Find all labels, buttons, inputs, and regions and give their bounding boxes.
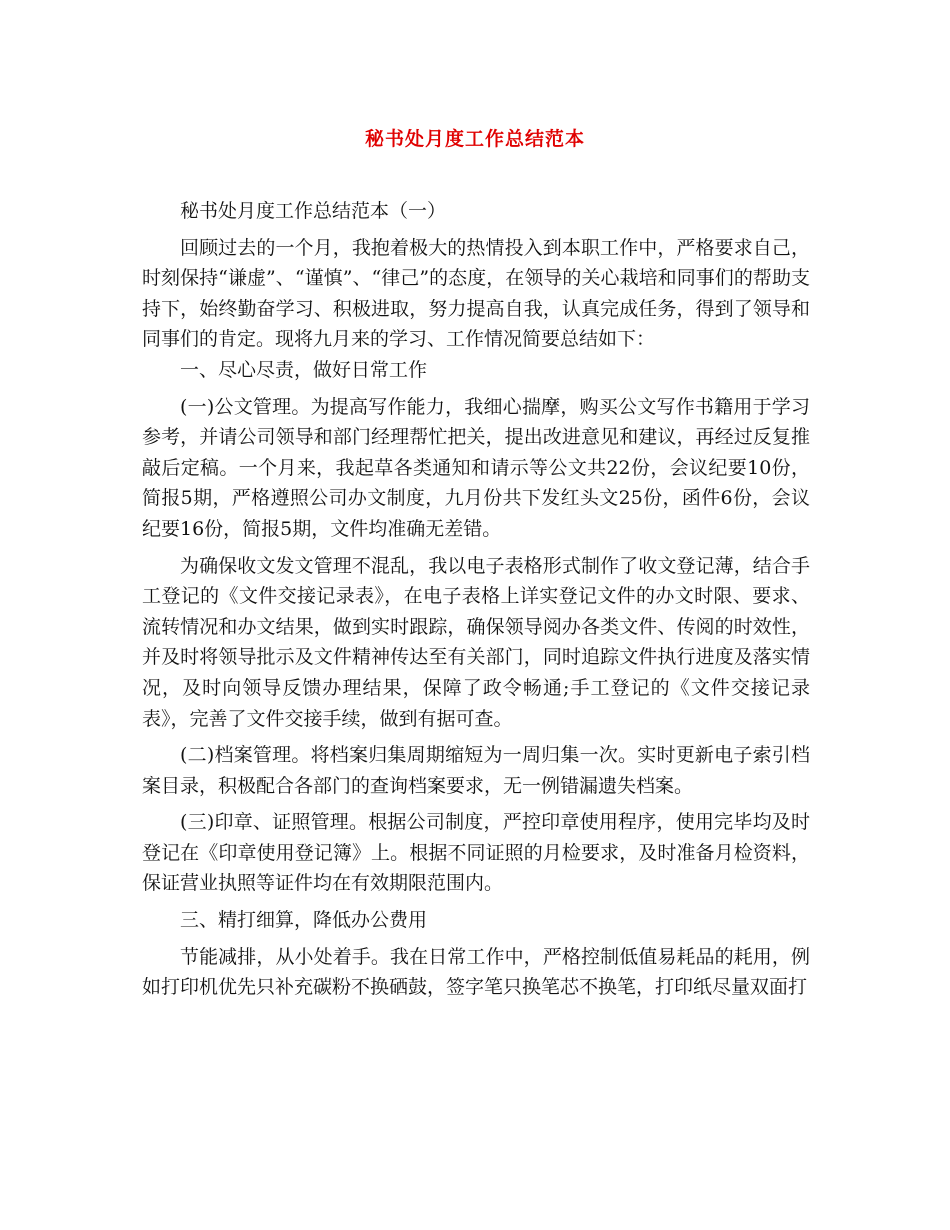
section-heading: 三、精打细算，降低办公费用	[180, 909, 428, 932]
section-heading: 一、尽心尽责，做好日常工作	[180, 358, 428, 381]
paragraph: (一)公文管理。为提高写作能力，我细心揣摩，购买公文写作书籍用于学习参考，并请公司领导和部门经理帮忙把关，提出改进意见和建议，再经过反复推敲后定稿。一个月来，我起草各类通知和请示等公文共22份，会议纪要10份，简报5期，严格遵照公司办文制度，九月份共下发红头文25份，函件6份，会议纪要16份，简报5期，文件均准确无差错。	[142, 395, 810, 540]
document-body	[142, 196, 810, 1003]
paragraph-intro: 回顾过去的一个月，我抱着极大的热情投入到本职工作中，严格要求自己，时刻保持“谦虚”、“谨慎”、“律己”的态度，在领导的关心栽培和同事们的帮助支持下，始终勤奋学习、积极进取，努力提高自我，认真完成任务，得到了领导和同事们的肯定。现将九月来的学习、工作情况简要总结如下：	[142, 236, 810, 351]
document-title: 秘书处月度工作总结范本	[364, 128, 585, 150]
paragraph: (二)档案管理。将档案归集周期缩短为一周归集一次。实时更新电子索引档案目录，积极配合各部门的查询档案要求，无一例错漏遗失档案。	[142, 744, 810, 797]
paragraph: 节能减排，从小处着手。我在日常工作中，严格控制低值易耗品的耗用，例如打印机优先只补充碳粉不换硒鼓，签字笔只换笔芯不换笔，打印纸尽量双面打	[142, 945, 810, 999]
paragraph: (三)印章、证照管理。根据公司制度，严控印章使用程序，使用完毕均及时登记在《印章使用登记簿》上。根据不同证照的月检要求，及时准备月检资料，保证营业执照等证件均在有效期限范围内。	[142, 811, 810, 895]
section-heading: 秘书处月度工作总结范本（一）	[180, 200, 447, 222]
paragraph: 为确保收文发文管理不混乱，我以电子表格形式制作了收文登记薄，结合手工登记的《文件交接记录表》，在电子表格上详实登记文件的办文时限、要求、流转情况和办文结果，做到实时跟踪，确保领导阅办各类文件、传阅的时效性，并及时将领导批示及文件精神传达至有关部门，同时追踪文件执行进度及落实情况，及时向领导反馈办理结果，保障了政令畅通;手工登记的《文件交接记录表》，完善了文件交接手续，做到有据可查。	[142, 554, 810, 730]
